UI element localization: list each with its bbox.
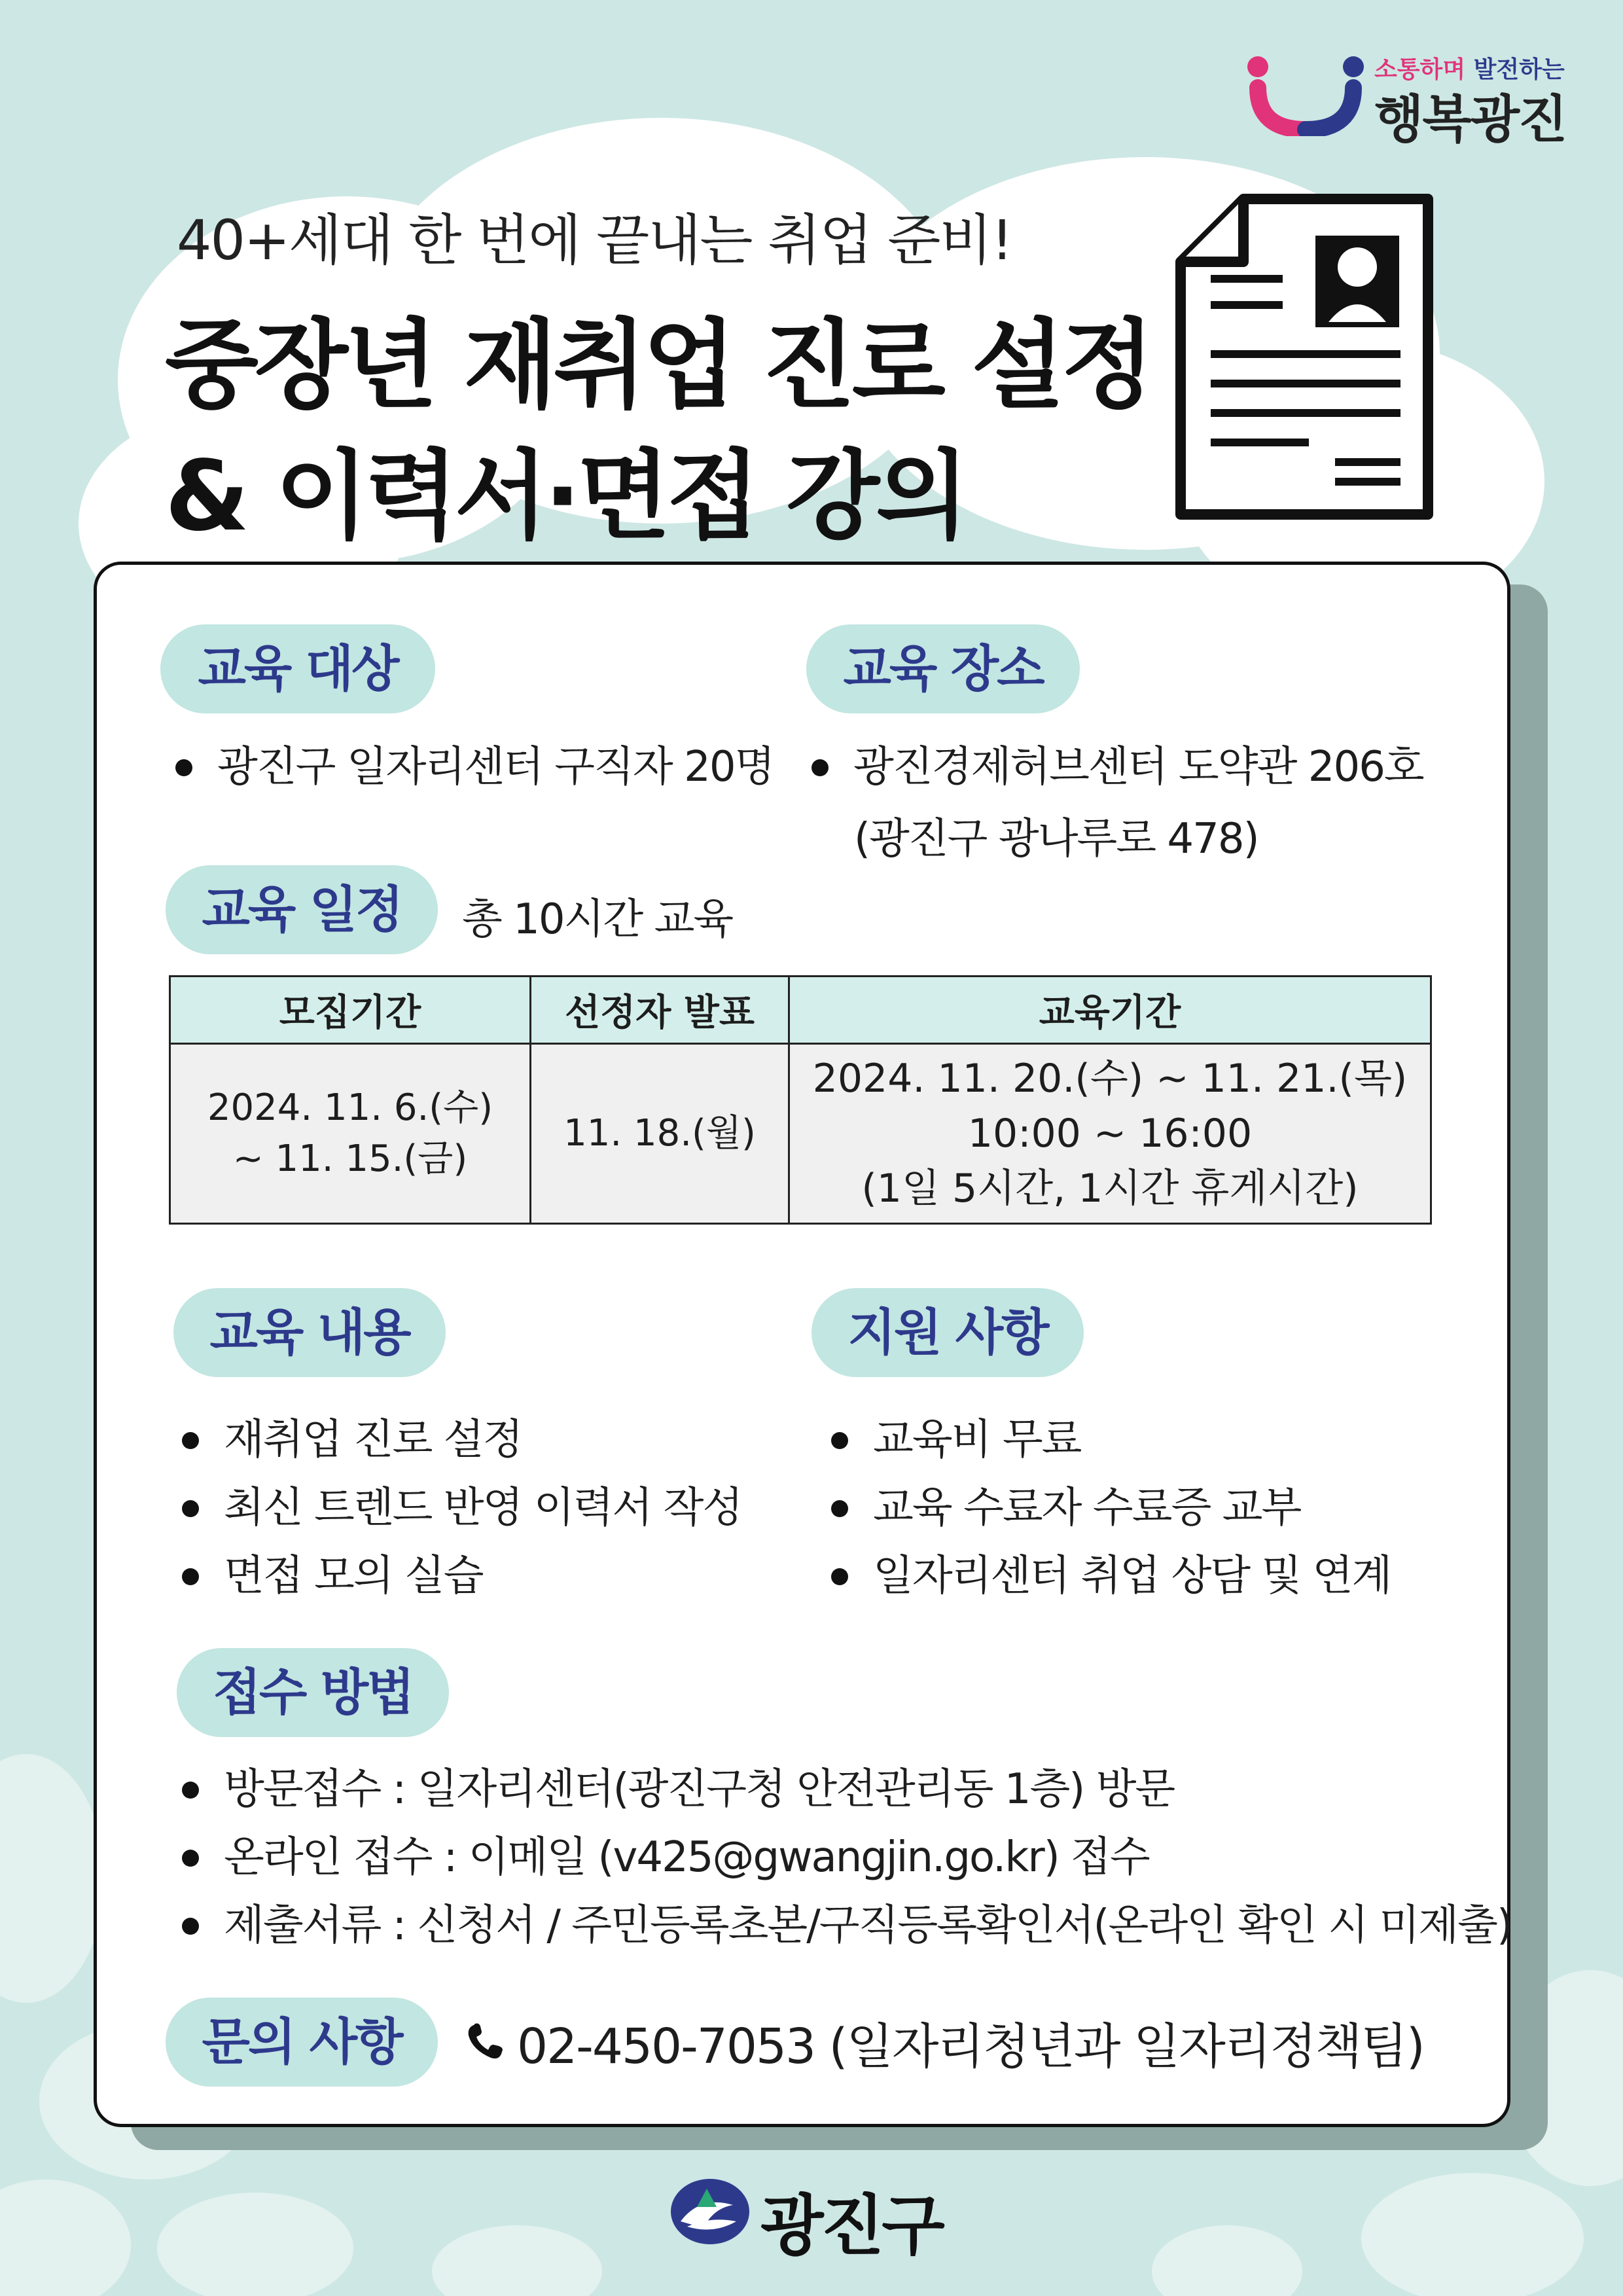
table-header: 모집기간 xyxy=(170,977,531,1044)
cell-line: ~ 11. 15.(금) xyxy=(232,1138,468,1180)
schedule-note: 총 10시간 교육 xyxy=(462,895,733,944)
cell-line: 10:00 ~ 16:00 xyxy=(967,1111,1253,1157)
list-item: 최신 트렌드 반영 이력서 작성 xyxy=(177,1474,741,1542)
background-blob xyxy=(432,2225,602,2296)
smile-logo-icon xyxy=(1243,51,1368,136)
resume-document-icon xyxy=(1171,190,1440,524)
background-blob xyxy=(1152,2225,1302,2296)
contact-phone: 02-450-7053 (일자리청년과 일자리정책팀) xyxy=(517,2018,1424,2075)
page-title-line2: & 이력서·면접 강의 xyxy=(165,440,966,552)
list-item: 온라인 접수 : 이메일 (v425@gwangjin.go.kr) 접수 xyxy=(177,1823,1512,1892)
list-item: 교육 수료자 수료증 교부 xyxy=(826,1474,1391,1542)
gwangjin-emblem-icon xyxy=(668,2176,753,2248)
section-label-support: 지원 사항 xyxy=(812,1288,1084,1377)
list-item: 광진구 일자리센터 구직자 20명 xyxy=(170,733,774,801)
cell-line: (1일 5시간, 1시간 휴게시간) xyxy=(861,1166,1359,1211)
section-label-schedule: 교육 일정 xyxy=(166,865,438,954)
education-period-cell xyxy=(789,1044,1431,1224)
background-blob xyxy=(0,2179,131,2296)
logo-name: 행복광진 xyxy=(1374,90,1567,149)
list-item: 면접 모의 실습 xyxy=(177,1542,741,1610)
announce-cell xyxy=(531,1044,789,1224)
apply-list xyxy=(177,1755,1512,1960)
list-item: 제출서류 : 신청서 / 주민등록초본/구직등록확인서(온라인 확인 시 미제출) xyxy=(177,1892,1512,1960)
place-list xyxy=(806,733,1423,801)
phone-icon xyxy=(465,2021,505,2062)
list-item: 광진경제허브센터 도약관 206호 xyxy=(806,733,1423,801)
happy-gwangjin-logo xyxy=(1243,46,1567,149)
list-item: 방문접수 : 일자리센터(광진구청 안전관리동 1층) 방문 xyxy=(177,1755,1512,1823)
section-label-place: 교육 장소 xyxy=(806,624,1080,713)
cell-line: 11. 18.(월) xyxy=(563,1111,756,1155)
recruit-period-cell xyxy=(170,1044,531,1224)
section-label-content: 교육 내용 xyxy=(173,1288,446,1377)
background-blob xyxy=(157,2193,353,2296)
target-list xyxy=(170,733,774,801)
list-item: 재취업 진로 설정 xyxy=(177,1406,741,1474)
logo-slogan: 소통하며 발전하는 xyxy=(1374,56,1565,83)
section-label-apply: 접수 방법 xyxy=(177,1648,449,1737)
background-blob xyxy=(1361,2173,1584,2296)
section-label-target: 교육 대상 xyxy=(160,624,435,713)
list-item: 교육비 무료 xyxy=(826,1406,1391,1474)
schedule-table xyxy=(169,975,1432,1225)
cell-line: 2024. 11. 20.(수) ~ 11. 21.(목) xyxy=(812,1056,1408,1102)
section-label-contact: 문의 사항 xyxy=(166,1998,438,2087)
table-header: 교육기간 xyxy=(789,977,1431,1044)
place-address: (광진구 광나루로 478) xyxy=(854,815,1258,863)
list-item: 일자리센터 취업 상담 및 연계 xyxy=(826,1542,1391,1610)
gwangjin-district-logo xyxy=(668,2168,982,2264)
content-list xyxy=(177,1406,741,1610)
cell-line: 2024. 11. 6.(수) xyxy=(207,1086,493,1129)
table-header: 선정자 발표 xyxy=(531,977,789,1044)
page-title-line1: 중장년 재취업 진로 설정 xyxy=(165,309,1151,422)
table-row xyxy=(170,1044,1431,1224)
subtitle: 40+세대 한 번에 끝내는 취업 준비! xyxy=(177,208,1012,272)
district-name: 광진구 xyxy=(760,2187,942,2264)
support-list xyxy=(826,1406,1391,1610)
table-header-row xyxy=(170,977,1431,1044)
background-blob xyxy=(0,1754,105,2003)
